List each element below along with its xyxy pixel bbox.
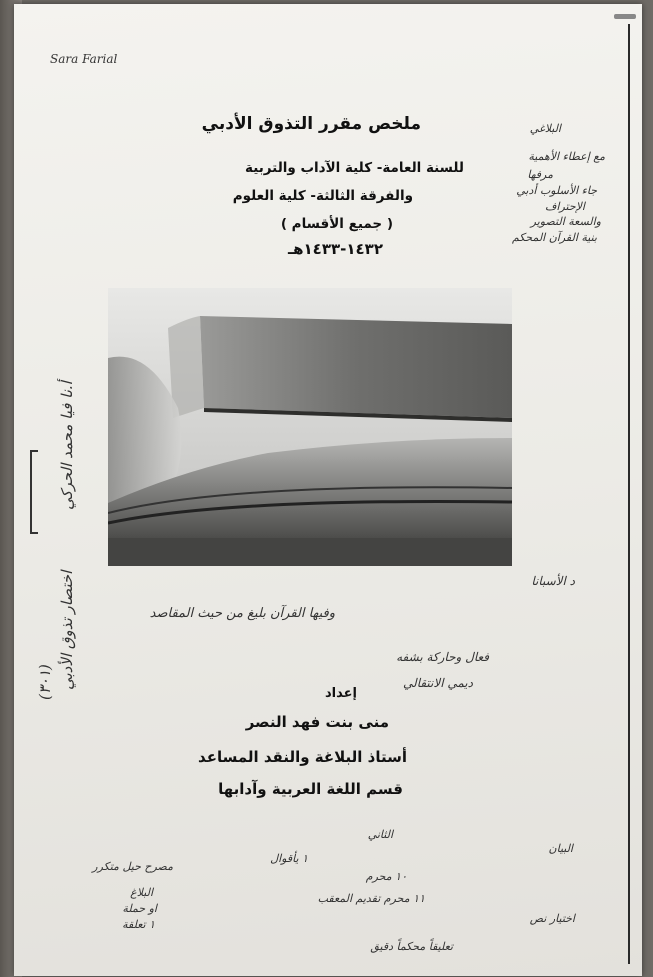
audience-line-1: للسنة العامة- كلية الآداب والتربية: [245, 160, 464, 176]
note-line: جاء الأسلوب أدبي: [516, 184, 597, 197]
bottom-note: تعليقاً محكماً دقيق: [370, 940, 453, 953]
page-edge-line: [628, 24, 630, 964]
prepared-by-label: إعداد: [325, 686, 357, 701]
bottom-note: البيان: [548, 842, 573, 855]
middle-note: د الأسبانا: [531, 574, 575, 588]
left-bracket-mark: [30, 450, 38, 534]
middle-note: وفيها القرآن بليغ من حيث المقاصد: [149, 606, 335, 621]
bottom-note: البلاغ: [130, 886, 153, 899]
page-title: ملخص مقرر التذوق الأدبي: [201, 114, 421, 134]
signature-handwriting: Sara Farial: [50, 52, 118, 66]
vertical-name-note: أ.نا فيا محمد الحركي: [58, 381, 76, 510]
sections-label: ( جميع الأقسام ): [280, 216, 393, 232]
note-line: والسعة التصوير: [530, 215, 601, 228]
bottom-note: او حملة: [122, 902, 157, 915]
vertical-course-code: (٣٠١): [36, 664, 54, 700]
author-name: منى بنت فهد النصر: [245, 713, 389, 731]
bottom-note: مصرح حيل متكرر: [92, 860, 173, 873]
note-line: بنية القرآن المحكم: [511, 231, 597, 244]
bottom-note: ١ تعلقة: [122, 918, 155, 931]
book-illustration: [108, 288, 512, 566]
bottom-note: ١١ محرم تقديم المعقب: [317, 892, 425, 905]
middle-note: فعال وحاركة بشفه: [396, 650, 489, 664]
note-line: مع إعطاء الأهمية: [528, 150, 605, 163]
note-line: الإحتراف: [545, 200, 585, 213]
middle-note: ديمي الانتقالي: [403, 676, 473, 690]
bottom-note: ١ يأقوال: [270, 852, 308, 865]
note-line: مرفها: [527, 168, 553, 181]
staple: [614, 14, 636, 19]
bottom-note: الثاني: [367, 828, 393, 841]
bottom-note: اختيار نص: [529, 912, 575, 925]
open-book-image: [108, 288, 512, 566]
note-line: البلاغي: [529, 122, 561, 135]
academic-year: ١٤٣٢-١٤٣٣هـ: [287, 240, 383, 258]
author-title: أستاذ البلاغة والنقد المساعد: [198, 748, 407, 766]
department-name: قسم اللغة العربية وآدابها: [218, 780, 403, 798]
bottom-note: ١٠ محرم: [365, 870, 407, 883]
audience-line-2: والفرقة الثالثة- كلية العلوم: [232, 188, 413, 204]
vertical-course-note: اختصار تذوق الأدبي: [58, 570, 76, 690]
